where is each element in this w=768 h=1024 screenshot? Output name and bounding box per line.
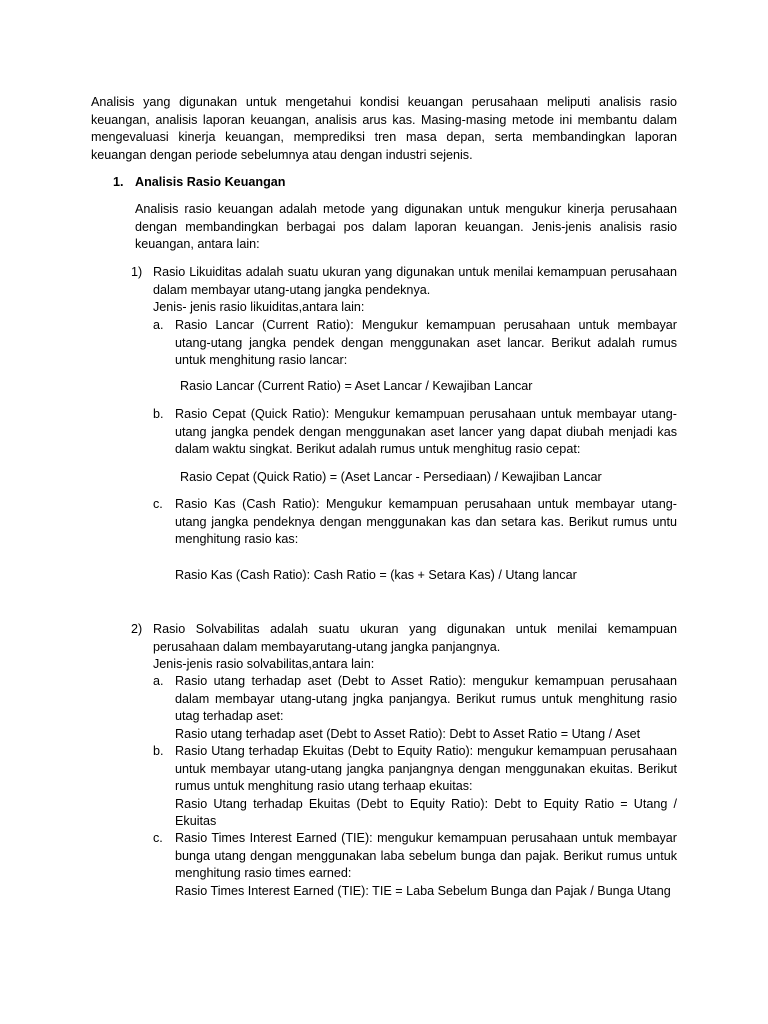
debt-to-equity-block [175,743,677,831]
list-marker-1a: a. [153,318,164,332]
section-number: 1. [113,175,124,189]
liquidity-types-label: Jenis- jenis rasio likuiditas,antara lain: [153,300,365,314]
tie-block [175,830,677,900]
current-ratio-formula: Rasio Lancar (Current Ratio) = Aset Lancar / Kewajiban Lancar [180,379,533,393]
quick-ratio-formula: Rasio Cepat (Quick Ratio) = (Aset Lancar - Persediaan) / Kewajiban Lancar [180,470,602,484]
list-marker-2b: b. [153,744,164,758]
section-intro: Analisis rasio keuangan adalah metode yang digunakan untuk mengukur kinerja perusahaan dengan membandingkan berbagai pos dalam laporan keuangan. Jenis-jenis analisis rasio keuangan, antara lain: [135,202,677,251]
intro-paragraph: Analisis yang digunakan untuk mengetahui kondisi keuangan perusahaan meliputi analisis rasio keuangan, analisis laporan keuangan, analisis arus kas. Masing-masing metode ini membantu dalam mengevaluasi kinerja keuangan, memprediksi tren masa depan, serta membandingkan laporan keuangan dengan periode sebelumnya atau dengan industri sejenis. [91,95,677,162]
debt-to-equity-formula: Rasio Utang terhadap Ekuitas (Debt to Equity Ratio): Debt to Equity Ratio = Utang / Ekuitas [175,796,677,828]
debt-to-equity-description: Rasio Utang terhadap Ekuitas (Debt to Equity Ratio): mengukur kemampuan perusahaan untuk membayar utang-utang jangka panjangnya dengan menggunakan ekuitas. Berikut rumus untuk menghitung rasio utang terhaap ekuitas: [175,744,677,793]
liquidity-description: Rasio Likuiditas adalah suatu ukuran yang digunakan untuk menilai kemampuan perusahaan dalam membayar utang-utang jangka pendeknya. [153,265,677,297]
cash-ratio-description: Rasio Kas (Cash Ratio): Mengukur kemampuan perusahaan untuk membayar utang-utang jangka pendeknya dengan menggunakan kas dan setara kas. Berikut rumus untu menghitung rasio kas: [175,497,677,546]
solvency-types-label: Jenis-jenis rasio solvabilitas,antara lain: [153,657,375,671]
debt-to-asset-block [175,673,677,743]
quick-ratio-description: Rasio Cepat (Quick Ratio): Mengukur kemampuan perusahaan untuk membayar utang-utang jangka pendek dengan menggunakan aset lancer yang dapat diubah menjadi kas dalam waktu singkat. Berikut adalah rumus untuk menghitug rasio cepat: [175,407,677,456]
list-marker-2a: a. [153,674,164,688]
current-ratio-description: Rasio Lancar (Current Ratio): Mengukur kemampuan perusahaan untuk membayar utang-utang jangka pendek dengan menggunakan aset lancar. Berikut adalah rumus untuk menghitung rasio lancar: [175,318,677,367]
list-marker-2: 2) [131,622,143,636]
debt-to-asset-description: Rasio utang terhadap aset (Debt to Asset Ratio): mengukur kemampuan perusahaan dalam membayar utang-utang jngka panjangya. Berikut rumus untuk menghitung rasio utag terhadap aset: [175,674,677,723]
list-marker-1: 1) [131,265,143,279]
tie-description: Rasio Times Interest Earned (TIE): mengukur kemampuan perusahaan untuk membayar bunga utang dengan menggunakan laba sebelum bunga dan pajak. Berikut rumus untuk menghitung rasio times earned: [175,831,677,880]
tie-formula: Rasio Times Interest Earned (TIE): TIE = Laba Sebelum Bunga dan Pajak / Bunga Utang [175,883,671,898]
cash-ratio-formula: Rasio Kas (Cash Ratio): Cash Ratio = (kas + Setara Kas) / Utang lancar [175,568,577,582]
list-marker-1c: c. [153,497,163,511]
section-title: Analisis Rasio Keuangan [135,175,286,189]
list-marker-1b: b. [153,407,164,421]
debt-to-asset-formula: Rasio utang terhadap aset (Debt to Asset Ratio): Debt to Asset Ratio = Utang / Aset [175,726,641,741]
list-marker-2c: c. [153,831,163,845]
solvency-description: Rasio Solvabilitas adalah suatu ukuran yang digunakan untuk menilai kemampuan perusahaan dalam membayarutang-utang jangka panjangnya. [153,622,677,654]
